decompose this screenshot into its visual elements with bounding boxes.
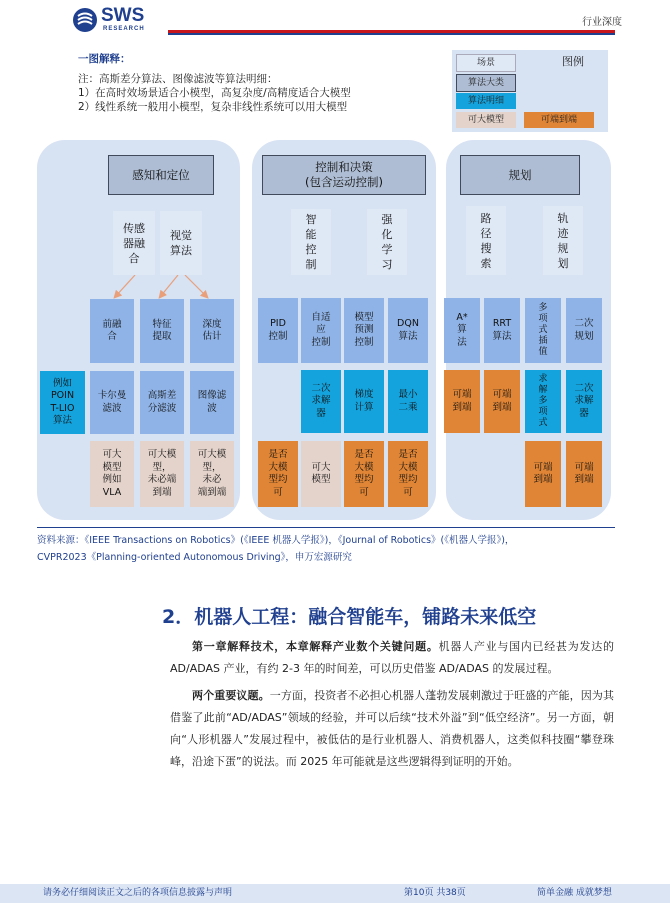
big-model-not-e2e-2: 可大模 型， 未必 端到端 [190,441,234,507]
detail-kalman-filter: 卡尔曼 滤波 [90,371,134,434]
scene-trajectory-planning: 轨 迹 规 划 [543,206,583,275]
explain-title: 一图解释： [78,53,131,65]
e2e-astar: 可端 到端 [444,370,480,433]
paragraph-1-lead: 第一章解释技术，本章解释产业数个关键问题。 [192,640,439,653]
detail-qp-solver: 二次 求解 器 [301,370,341,433]
logo-sub: RESEARCH [103,26,145,32]
detail-image-filter: 图像滤 波 [190,371,234,434]
paragraph-1-body: 机器人产业与国内已经甚为发达的AD/ADAS 产业，有约 2-3 年的时间差，可以历史借鉴 AD/ADAS 的发展过程。 [170,640,615,675]
big-model-not-e2e-1: 可大模 型， 未必端 到端 [140,441,184,507]
detail-gradient: 梯度 计算 [344,370,384,433]
scene-path-search: 路 径 搜 索 [466,206,506,275]
paragraph-2 [170,685,614,773]
paragraph-1 [170,636,614,680]
paragraph-2-body: 一方面，投资者不必担心机器人蓬勃发展刺激过于旺盛的产能，因为其借鉴了此前“AD/ADAS”领域的经验，并可以后续“技术外溢”到“低空经济”。另一方面，朝向“人形机器人”发展过程中，被低估的是行业机器人、消费机器人，这类似科技圈“攀登珠峰，沿途下蛋”的说法。而 2025 年可能就是这些逻辑得到证明的开始。 [170,689,615,768]
algo-feature-extraction: 特征 提取 [140,299,184,363]
either-model-2: 是否 大模 型均 可 [344,441,384,507]
scene-reinforcement-learning: 强 化 学 习 [367,209,407,275]
e2e-polynomial: 可端 到端 [525,441,561,507]
category-perception: 感知和定位 [108,155,214,195]
algo-dqn: DQN 算法 [388,298,428,363]
scene-vision-algorithm: 视觉 算法 [160,211,202,275]
footer-page: 第10页 共38页 [404,888,466,898]
either-model-3: 是否 大模 型均 可 [388,441,428,507]
legend-category: 算法大类 [456,74,516,92]
logo-icon [72,7,98,33]
example-point-lio: 例如 POIN T-LIO 算法 [40,371,85,434]
logo-main: SWS [101,5,145,26]
header-section: 行业深度 [582,17,622,28]
source-line-1: 资料来源：《IEEE Transactions on Robotics》(《IEEE 机器人学报》)，《Journal of Robotics》(《机器人学报》)， [37,535,515,546]
algo-depth-estimation: 深度 估计 [190,299,234,363]
legend [452,50,608,132]
explain-line-2: 2）线性系统一般用小模型，复杂非线性系统可以用大模型 [78,101,348,113]
paragraph-2-lead: 两个重要议题。 [192,689,270,702]
big-model-control: 可大 模型 [301,441,341,507]
either-model-1: 是否 大模 型均 可 [258,441,298,507]
logo [72,6,162,36]
detail-least-squares: 最小 二乘 [388,370,428,433]
legend-detail: 算法明细 [456,93,516,109]
legend-big-model: 可大模型 [456,112,516,128]
algo-mpc: 模型 预测 控制 [344,298,384,363]
explain-line-1: 1）在高时效场景适合小模型，高复杂度/高精度适合大模型 [78,87,351,99]
footer-slogan: 简单金融 成就梦想 [537,888,612,898]
section-heading: 2．机器人工程：融合智能车，铺路未来低空 [162,606,537,628]
explain-note: 注：高斯差分算法、图像滤波等算法明细： [78,73,278,85]
algo-quadratic-planning: 二次 规划 [566,298,602,363]
scene-sensor-fusion: 传感 器融 合 [113,211,155,275]
detail-gaussian-diff-filter: 高斯差 分滤波 [140,371,184,434]
scene-smart-control: 智 能 控 制 [291,209,331,275]
algo-polynomial-interp: 多 项 式 插 值 [525,298,561,363]
legend-end-to-end: 可端到端 [524,112,594,128]
category-control: 控制和决策 (包含运动控制) [262,155,426,195]
header-rule-blue [168,33,615,35]
source-rule [37,527,615,528]
algo-adaptive-control: 自适 应 控制 [301,298,341,363]
legend-scene: 场景 [456,54,516,72]
e2e-quadratic: 可端 到端 [566,441,602,507]
detail-polynomial-solve: 求 解 多 项 式 [525,370,561,433]
footer-disclaimer: 请务必仔细阅读正文之后的各项信息披露与声明 [43,888,233,898]
algo-astar: A* 算 法 [444,298,480,363]
algo-early-fusion: 前融 合 [90,299,134,363]
algo-rrt: RRT 算法 [484,298,520,363]
legend-title: 图例 [562,55,584,68]
source-line-2: CVPR2023《Planning-oriented Autonomous Driving》，申万宏源研究 [37,552,352,563]
big-model-vla: 可大 模型 例如 VLA [90,441,134,507]
detail-qp-solver-planning: 二次 求解 器 [566,370,602,433]
algo-pid-control: PID 控制 [258,298,298,363]
category-planning: 规划 [460,155,580,195]
e2e-rrt: 可端 到端 [484,370,520,433]
